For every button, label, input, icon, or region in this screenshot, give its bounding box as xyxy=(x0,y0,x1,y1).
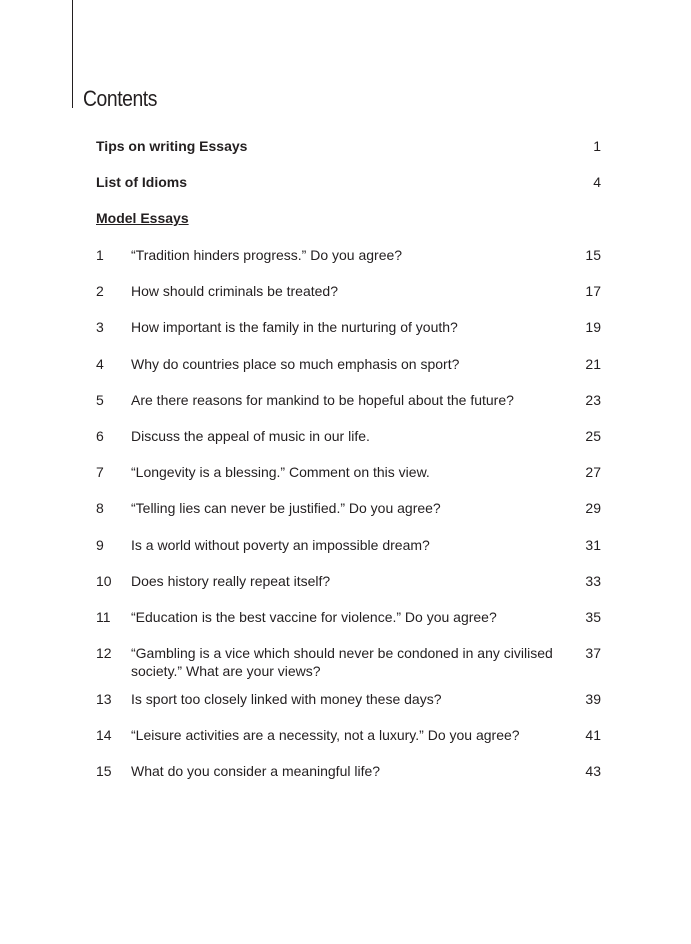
toc-section-title: List of Idioms xyxy=(96,174,187,190)
entry-title: Discuss the appeal of music in our life. xyxy=(131,428,370,444)
entry-number: 14 xyxy=(96,727,112,743)
entry-title: “Gambling is a vice which should never be condoned in any civilised society.” What are your views? xyxy=(131,645,553,679)
entry-number: 11 xyxy=(96,609,111,625)
entry-title: What do you consider a meaningful life? xyxy=(131,763,381,779)
entry-page-number: 19 xyxy=(585,319,601,335)
entry-title: Are there reasons for mankind to be hopeful about the future? xyxy=(131,392,514,408)
entry-title: “Tradition hinders progress.” Do you agree? xyxy=(131,247,403,263)
entry-page-number: 41 xyxy=(585,727,601,743)
entry-number: 2 xyxy=(96,283,104,299)
entry-page-number: 27 xyxy=(585,464,601,480)
entry-page-number: 37 xyxy=(585,645,601,661)
entry-page-number: 33 xyxy=(585,573,601,589)
entry-title: Does history really repeat itself? xyxy=(131,573,331,589)
entry-title: Is a world without poverty an impossible dream? xyxy=(131,537,430,553)
entry-number: 6 xyxy=(96,428,104,444)
entry-title: “Education is the best vaccine for violence.” Do you agree? xyxy=(131,609,497,625)
margin-rule xyxy=(72,0,73,108)
entry-title: Why do countries place so much emphasis on sport? xyxy=(131,356,460,372)
toc-page-number: 1 xyxy=(593,138,601,154)
entry-page-number: 21 xyxy=(585,356,601,372)
entry-title: How should criminals be treated? xyxy=(131,283,338,299)
entry-page-number: 15 xyxy=(585,247,601,263)
model-essays-heading: Model Essays xyxy=(96,210,189,226)
entry-number: 5 xyxy=(96,392,104,408)
entry-number: 15 xyxy=(96,763,112,779)
toc-page-number: 4 xyxy=(593,174,601,190)
entry-title: “Longevity is a blessing.” Comment on this view. xyxy=(131,464,430,480)
entry-page-number: 43 xyxy=(585,763,601,779)
entry-page-number: 23 xyxy=(585,392,601,408)
entry-number: 12 xyxy=(96,645,112,661)
entry-number: 13 xyxy=(96,691,112,707)
page-title: Contents xyxy=(83,86,157,111)
toc-section-title: Tips on writing Essays xyxy=(96,138,248,154)
entry-page-number: 35 xyxy=(585,609,601,625)
entry-title: Is sport too closely linked with money these days? xyxy=(131,691,442,707)
entry-page-number: 17 xyxy=(585,283,601,299)
entry-number: 10 xyxy=(96,573,112,589)
entry-number: 9 xyxy=(96,537,104,553)
entry-number: 4 xyxy=(96,356,104,372)
entry-page-number: 29 xyxy=(585,500,601,516)
entry-number: 1 xyxy=(96,247,104,263)
entry-number: 8 xyxy=(96,500,104,516)
entry-title: How important is the family in the nurturing of youth? xyxy=(131,319,458,335)
entry-title: “Telling lies can never be justified.” Do you agree? xyxy=(131,500,441,516)
entry-page-number: 25 xyxy=(585,428,601,444)
entry-number: 7 xyxy=(96,464,104,480)
entry-title: “Leisure activities are a necessity, not a luxury.” Do you agree? xyxy=(131,727,520,743)
entry-page-number: 31 xyxy=(585,537,601,553)
entry-page-number: 39 xyxy=(585,691,601,707)
entry-number: 3 xyxy=(96,319,104,335)
